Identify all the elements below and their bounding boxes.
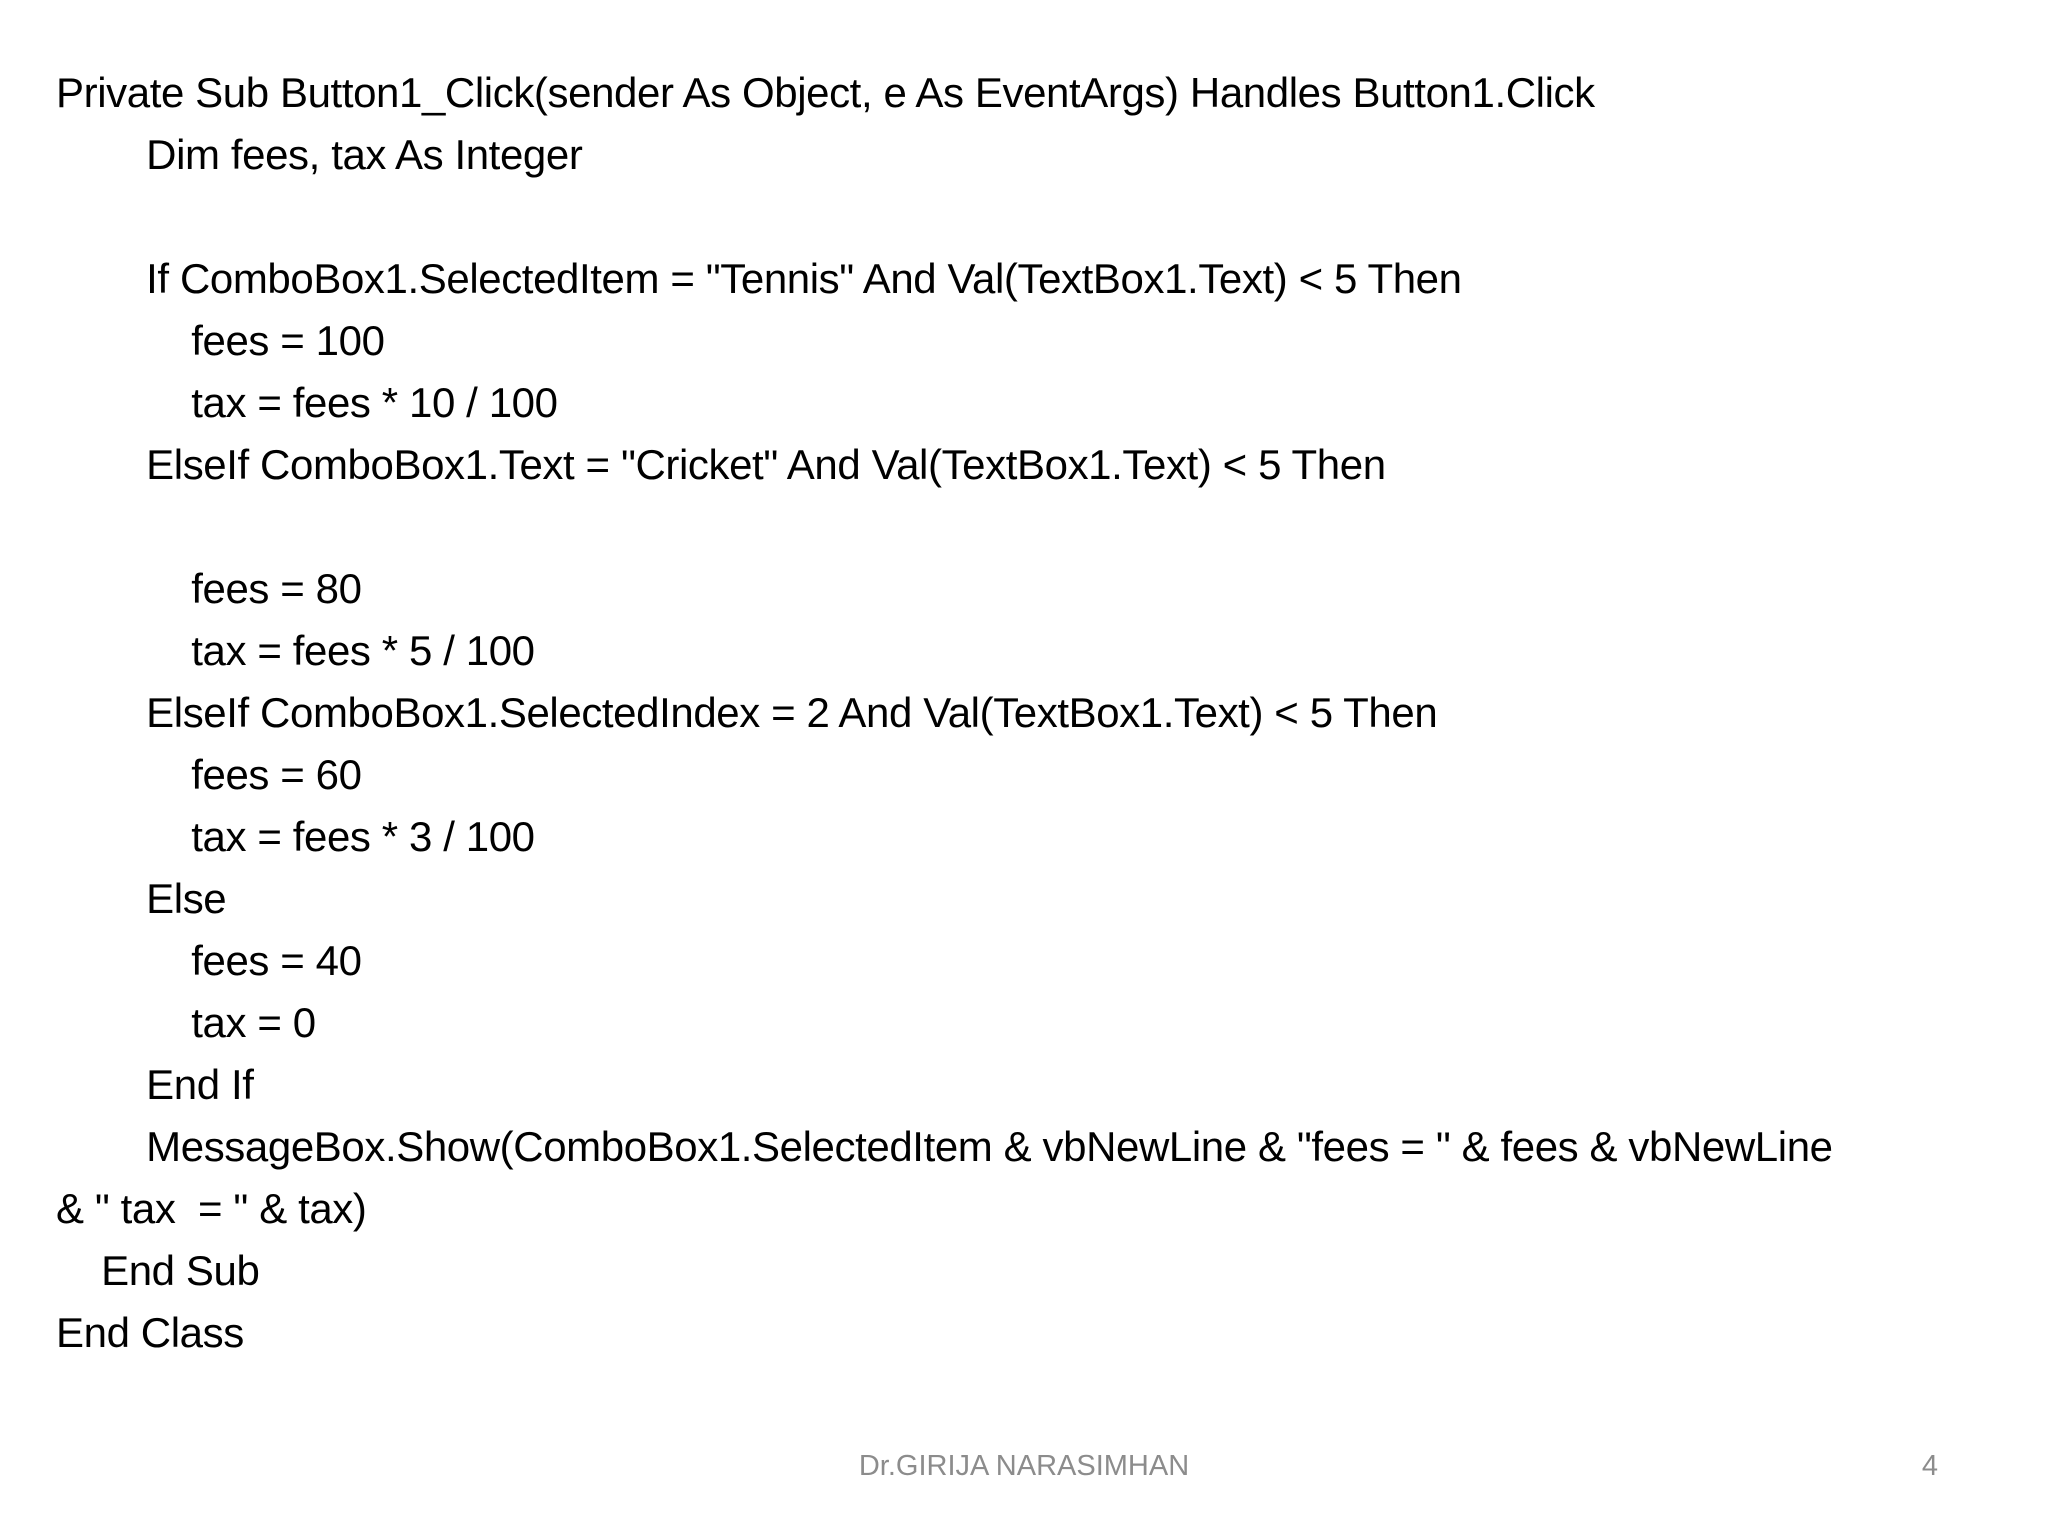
code-line: fees = 100 [56, 317, 385, 364]
code-block [56, 62, 2046, 1364]
code-line: tax = fees * 10 / 100 [56, 379, 558, 426]
code-line: & " tax = " & tax) [56, 1185, 367, 1232]
code-line: Else [56, 875, 227, 922]
page-number: 4 [1921, 1450, 1938, 1482]
code-line [56, 496, 2046, 558]
code-line: End If [56, 1061, 254, 1108]
code-line: ElseIf ComboBox1.Text = "Cricket" And Val(TextBox1.Text) < 5 Then [56, 441, 1386, 488]
code-line: ElseIf ComboBox1.SelectedIndex = 2 And Val(TextBox1.Text) < 5 Then [56, 689, 1438, 736]
code-line: If ComboBox1.SelectedItem = "Tennis" And Val(TextBox1.Text) < 5 Then [56, 255, 1462, 302]
code-line [56, 186, 2046, 248]
code-line: tax = fees * 5 / 100 [56, 627, 535, 674]
code-line: End Class [56, 1309, 244, 1356]
code-line: tax = fees * 3 / 100 [56, 813, 535, 860]
code-line: End Sub [56, 1247, 260, 1294]
code-line: fees = 60 [56, 751, 362, 798]
code-line: fees = 80 [56, 565, 362, 612]
code-line: fees = 40 [56, 937, 362, 984]
code-line: Dim fees, tax As Integer [56, 131, 583, 178]
code-line: MessageBox.Show(ComboBox1.SelectedItem & vbNewLine & "fees = " & fees & vbNewLine [56, 1123, 1833, 1170]
code-line: Private Sub Button1_Click(sender As Object, e As EventArgs) Handles Button1.Click [56, 69, 1595, 116]
footer-author: Dr.GIRIJA NARASIMHAN [858, 1450, 1190, 1482]
code-line: tax = 0 [56, 999, 316, 1046]
